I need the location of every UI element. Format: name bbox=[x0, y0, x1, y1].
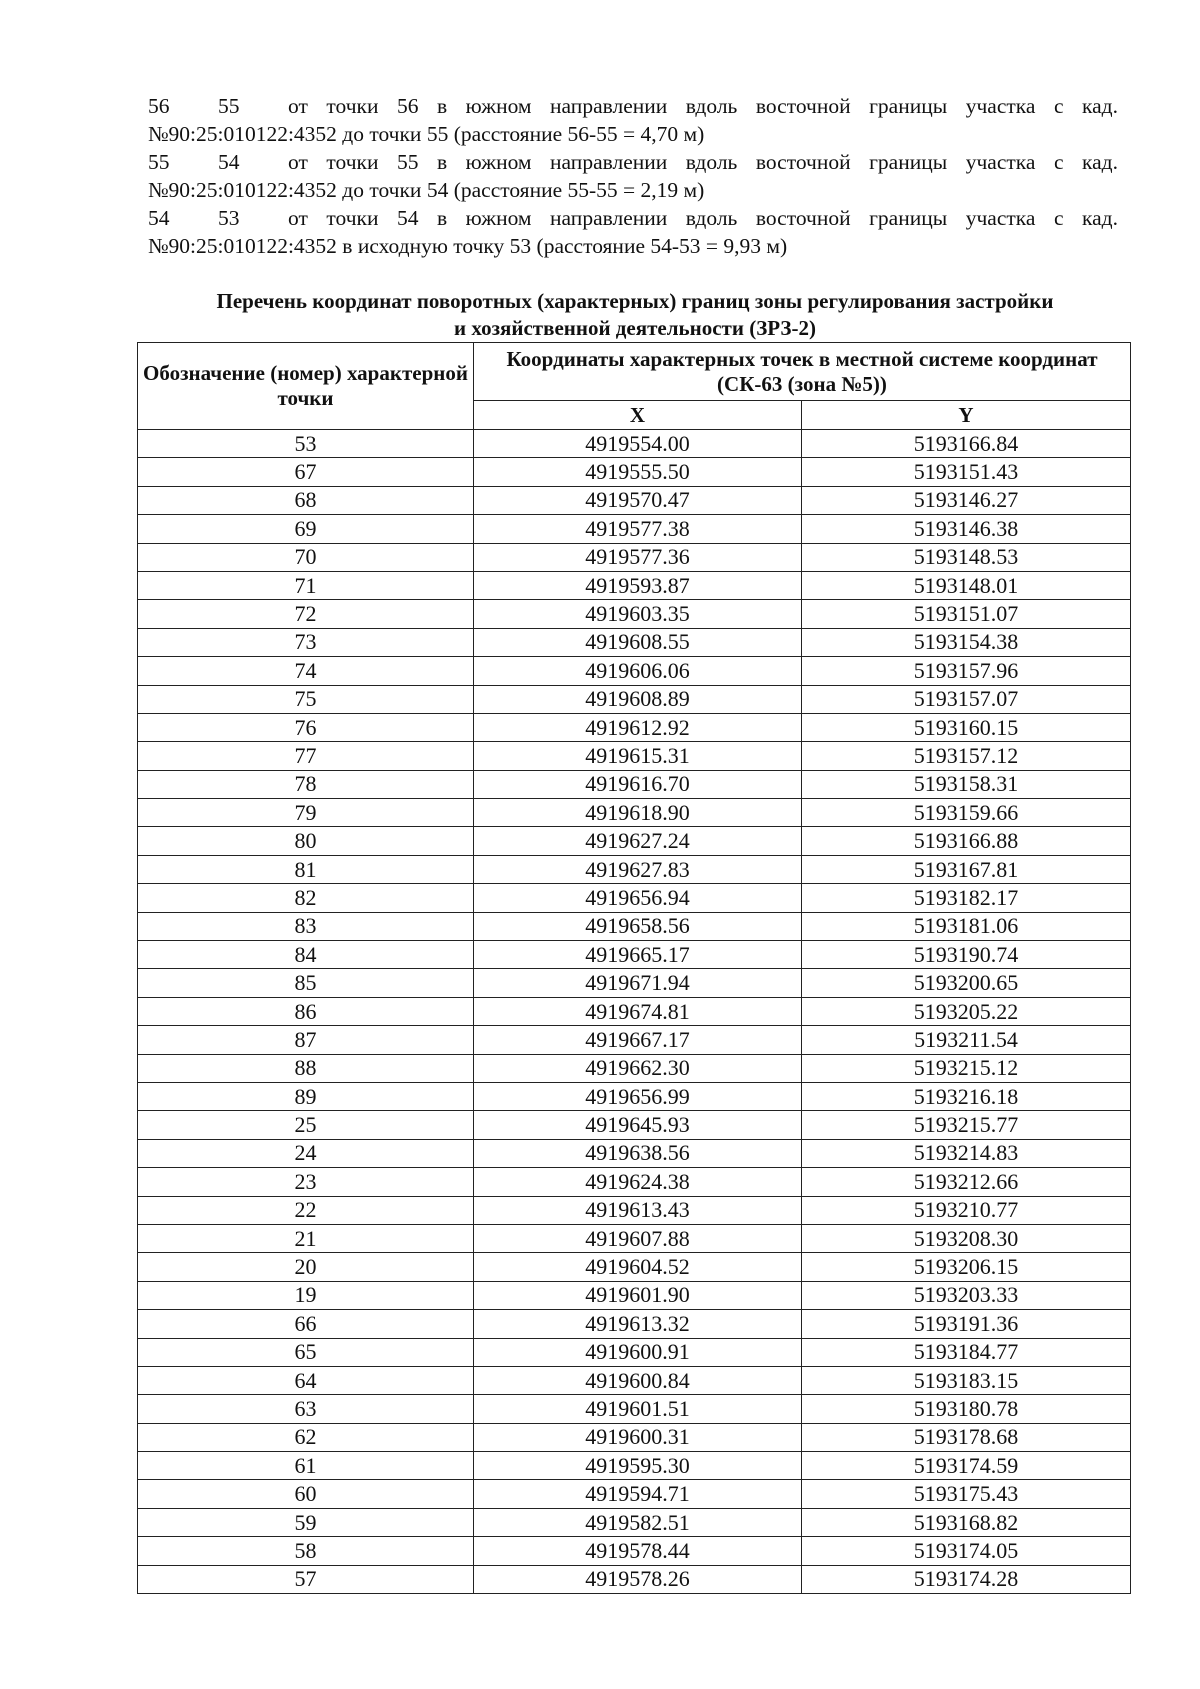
point-number-cell: 86 bbox=[138, 997, 474, 1025]
x-coordinate-cell: 4919554.00 bbox=[474, 430, 802, 458]
x-coordinate-cell: 4919555.50 bbox=[474, 458, 802, 486]
point-number-cell: 84 bbox=[138, 941, 474, 969]
point-number-cell: 23 bbox=[138, 1168, 474, 1196]
segment-to-point: 54 bbox=[218, 150, 240, 174]
table-row bbox=[138, 1452, 1131, 1480]
point-number-cell: 20 bbox=[138, 1253, 474, 1281]
table-row bbox=[138, 1338, 1131, 1366]
segment-from-point: 56 bbox=[148, 94, 170, 118]
point-number-cell: 70 bbox=[138, 543, 474, 571]
y-coordinate-cell: 5193166.84 bbox=[802, 430, 1131, 458]
point-number-cell: 61 bbox=[138, 1452, 474, 1480]
segment-description-line1: от точки 55 в южном направлении вдоль восточной границы участка с кад. bbox=[288, 150, 1118, 174]
segment-description-line1: от точки 54 в южном направлении вдоль восточной границы участка с кад. bbox=[288, 206, 1118, 230]
x-coordinate-cell: 4919595.30 bbox=[474, 1452, 802, 1480]
point-number-cell: 21 bbox=[138, 1224, 474, 1252]
point-number-cell: 89 bbox=[138, 1082, 474, 1110]
segment-description-line2: №90:25:010122:4352 до точки 55 (расстояние 56-55 = 4,70 м) bbox=[148, 122, 705, 146]
point-number-cell: 77 bbox=[138, 742, 474, 770]
table-row bbox=[138, 855, 1131, 883]
y-coordinate-cell: 5193216.18 bbox=[802, 1082, 1131, 1110]
point-number-cell: 82 bbox=[138, 884, 474, 912]
point-number-cell: 63 bbox=[138, 1395, 474, 1423]
table-row bbox=[138, 1253, 1131, 1281]
table-row bbox=[138, 1423, 1131, 1451]
y-coordinate-cell: 5193174.05 bbox=[802, 1537, 1131, 1565]
x-coordinate-cell: 4919608.89 bbox=[474, 685, 802, 713]
segment-description-line2: №90:25:010122:4352 в исходную точку 53 (расстояние 54-53 = 9,93 м) bbox=[148, 234, 788, 258]
point-number-cell: 73 bbox=[138, 628, 474, 656]
point-number-cell: 72 bbox=[138, 600, 474, 628]
x-coordinate-cell: 4919608.55 bbox=[474, 628, 802, 656]
table-row bbox=[138, 1026, 1131, 1054]
table-row bbox=[138, 1310, 1131, 1338]
point-number-cell: 66 bbox=[138, 1310, 474, 1338]
x-coordinate-cell: 4919674.81 bbox=[474, 997, 802, 1025]
x-coordinate-cell: 4919662.30 bbox=[474, 1054, 802, 1082]
y-coordinate-cell: 5193205.22 bbox=[802, 997, 1131, 1025]
table-header bbox=[138, 343, 1131, 430]
y-coordinate-cell: 5193200.65 bbox=[802, 969, 1131, 997]
table-row bbox=[138, 770, 1131, 798]
segment-description-line2: №90:25:010122:4352 до точки 54 (расстояние 55-55 = 2,19 м) bbox=[148, 178, 705, 202]
point-number-cell: 74 bbox=[138, 657, 474, 685]
y-coordinate-cell: 5193175.43 bbox=[802, 1480, 1131, 1508]
point-number-cell: 83 bbox=[138, 912, 474, 940]
table-row bbox=[138, 1224, 1131, 1252]
coordinates-table bbox=[137, 342, 1131, 1594]
y-coordinate-cell: 5193167.81 bbox=[802, 855, 1131, 883]
table-row bbox=[138, 543, 1131, 571]
y-coordinate-cell: 5193215.12 bbox=[802, 1054, 1131, 1082]
point-number-cell: 76 bbox=[138, 713, 474, 741]
point-number-cell: 81 bbox=[138, 855, 474, 883]
x-coordinate-cell: 4919607.88 bbox=[474, 1224, 802, 1252]
x-coordinate-cell: 4919624.38 bbox=[474, 1168, 802, 1196]
table-row bbox=[138, 1281, 1131, 1309]
x-coordinate-cell: 4919601.90 bbox=[474, 1281, 802, 1309]
point-number-cell: 62 bbox=[138, 1423, 474, 1451]
boundary-segment bbox=[148, 204, 1118, 260]
x-coordinate-cell: 4919645.93 bbox=[474, 1111, 802, 1139]
x-coordinate-cell: 4919616.70 bbox=[474, 770, 802, 798]
y-coordinate-cell: 5193181.06 bbox=[802, 912, 1131, 940]
table-row bbox=[138, 912, 1131, 940]
x-coordinate-cell: 4919582.51 bbox=[474, 1508, 802, 1536]
y-coordinate-cell: 5193159.66 bbox=[802, 799, 1131, 827]
table-title-line2: и хозяйственной деятельности (ЗРЗ-2) bbox=[454, 316, 816, 340]
y-coordinate-cell: 5193215.77 bbox=[802, 1111, 1131, 1139]
segment-from-point: 54 bbox=[148, 206, 170, 230]
point-number-cell: 25 bbox=[138, 1111, 474, 1139]
table-row bbox=[138, 969, 1131, 997]
x-coordinate-cell: 4919578.26 bbox=[474, 1565, 802, 1593]
y-coordinate-cell: 5193210.77 bbox=[802, 1196, 1131, 1224]
x-coordinate-cell: 4919665.17 bbox=[474, 941, 802, 969]
x-coordinate-cell: 4919656.94 bbox=[474, 884, 802, 912]
x-coordinate-cell: 4919627.24 bbox=[474, 827, 802, 855]
point-number-cell: 68 bbox=[138, 486, 474, 514]
table-body bbox=[138, 430, 1131, 1594]
y-coordinate-cell: 5193183.15 bbox=[802, 1366, 1131, 1394]
point-number-cell: 67 bbox=[138, 458, 474, 486]
table-row bbox=[138, 430, 1131, 458]
point-number-cell: 24 bbox=[138, 1139, 474, 1167]
y-coordinate-cell: 5193151.07 bbox=[802, 600, 1131, 628]
x-coordinate-cell: 4919656.99 bbox=[474, 1082, 802, 1110]
point-number-cell: 60 bbox=[138, 1480, 474, 1508]
segment-description-line1: от точки 56 в южном направлении вдоль восточной границы участка с кад. bbox=[288, 94, 1118, 118]
point-number-cell: 64 bbox=[138, 1366, 474, 1394]
y-coordinate-cell: 5193214.83 bbox=[802, 1139, 1131, 1167]
point-number-cell: 71 bbox=[138, 571, 474, 599]
point-number-cell: 19 bbox=[138, 1281, 474, 1309]
x-coordinate-cell: 4919658.56 bbox=[474, 912, 802, 940]
x-coordinate-cell: 4919627.83 bbox=[474, 855, 802, 883]
y-coordinate-cell: 5193211.54 bbox=[802, 1026, 1131, 1054]
point-number-cell: 78 bbox=[138, 770, 474, 798]
point-number-cell: 80 bbox=[138, 827, 474, 855]
y-coordinate-cell: 5193180.78 bbox=[802, 1395, 1131, 1423]
table-row bbox=[138, 515, 1131, 543]
y-coordinate-cell: 5193157.96 bbox=[802, 657, 1131, 685]
x-coordinate-cell: 4919606.06 bbox=[474, 657, 802, 685]
x-coordinate-cell: 4919638.56 bbox=[474, 1139, 802, 1167]
table-row bbox=[138, 458, 1131, 486]
x-coordinate-cell: 4919615.31 bbox=[474, 742, 802, 770]
x-coordinate-cell: 4919600.31 bbox=[474, 1423, 802, 1451]
point-number-cell: 59 bbox=[138, 1508, 474, 1536]
y-coordinate-cell: 5193174.59 bbox=[802, 1452, 1131, 1480]
y-coordinate-cell: 5193168.82 bbox=[802, 1508, 1131, 1536]
table-row bbox=[138, 1082, 1131, 1110]
header-coordinates: Координаты характерных точек в местной системе координат (СК-63 (зона №5)) bbox=[474, 343, 1131, 401]
x-coordinate-cell: 4919570.47 bbox=[474, 486, 802, 514]
table-row bbox=[138, 941, 1131, 969]
point-number-cell: 79 bbox=[138, 799, 474, 827]
x-coordinate-cell: 4919667.17 bbox=[474, 1026, 802, 1054]
table-row bbox=[138, 1139, 1131, 1167]
x-coordinate-cell: 4919577.36 bbox=[474, 543, 802, 571]
point-number-cell: 88 bbox=[138, 1054, 474, 1082]
table-row bbox=[138, 742, 1131, 770]
table-row bbox=[138, 1054, 1131, 1082]
table-row bbox=[138, 1111, 1131, 1139]
y-coordinate-cell: 5193208.30 bbox=[802, 1224, 1131, 1252]
table-row bbox=[138, 571, 1131, 599]
point-number-cell: 85 bbox=[138, 969, 474, 997]
table-row bbox=[138, 997, 1131, 1025]
x-coordinate-cell: 4919594.71 bbox=[474, 1480, 802, 1508]
y-coordinate-cell: 5193151.43 bbox=[802, 458, 1131, 486]
table-row bbox=[138, 1395, 1131, 1423]
header-x: X bbox=[474, 401, 802, 430]
header-point-designation: Обозначение (номер) характерной точки bbox=[138, 343, 474, 430]
table-row bbox=[138, 600, 1131, 628]
y-coordinate-cell: 5193182.17 bbox=[802, 884, 1131, 912]
x-coordinate-cell: 4919600.84 bbox=[474, 1366, 802, 1394]
point-number-cell: 57 bbox=[138, 1565, 474, 1593]
table-row bbox=[138, 1565, 1131, 1593]
x-coordinate-cell: 4919600.91 bbox=[474, 1338, 802, 1366]
x-coordinate-cell: 4919578.44 bbox=[474, 1537, 802, 1565]
y-coordinate-cell: 5193178.68 bbox=[802, 1423, 1131, 1451]
y-coordinate-cell: 5193146.27 bbox=[802, 486, 1131, 514]
y-coordinate-cell: 5193157.12 bbox=[802, 742, 1131, 770]
header-y: Y bbox=[802, 401, 1131, 430]
x-coordinate-cell: 4919671.94 bbox=[474, 969, 802, 997]
y-coordinate-cell: 5193206.15 bbox=[802, 1253, 1131, 1281]
boundary-segment bbox=[148, 92, 1118, 148]
x-coordinate-cell: 4919613.32 bbox=[474, 1310, 802, 1338]
table-title bbox=[140, 288, 1130, 342]
table-row bbox=[138, 799, 1131, 827]
y-coordinate-cell: 5193190.74 bbox=[802, 941, 1131, 969]
segment-from-point: 55 bbox=[148, 150, 170, 174]
y-coordinate-cell: 5193212.66 bbox=[802, 1168, 1131, 1196]
y-coordinate-cell: 5193157.07 bbox=[802, 685, 1131, 713]
point-number-cell: 53 bbox=[138, 430, 474, 458]
point-number-cell: 69 bbox=[138, 515, 474, 543]
table-row bbox=[138, 827, 1131, 855]
table-row bbox=[138, 1508, 1131, 1536]
y-coordinate-cell: 5193160.15 bbox=[802, 713, 1131, 741]
boundary-segment bbox=[148, 148, 1118, 204]
y-coordinate-cell: 5193154.38 bbox=[802, 628, 1131, 656]
point-number-cell: 65 bbox=[138, 1338, 474, 1366]
x-coordinate-cell: 4919601.51 bbox=[474, 1395, 802, 1423]
y-coordinate-cell: 5193158.31 bbox=[802, 770, 1131, 798]
y-coordinate-cell: 5193146.38 bbox=[802, 515, 1131, 543]
x-coordinate-cell: 4919613.43 bbox=[474, 1196, 802, 1224]
x-coordinate-cell: 4919577.38 bbox=[474, 515, 802, 543]
x-coordinate-cell: 4919612.92 bbox=[474, 713, 802, 741]
table-row bbox=[138, 685, 1131, 713]
point-number-cell: 22 bbox=[138, 1196, 474, 1224]
segment-to-point: 53 bbox=[218, 206, 240, 230]
table-row bbox=[138, 486, 1131, 514]
table-row bbox=[138, 1537, 1131, 1565]
y-coordinate-cell: 5193166.88 bbox=[802, 827, 1131, 855]
x-coordinate-cell: 4919603.35 bbox=[474, 600, 802, 628]
table-row bbox=[138, 713, 1131, 741]
y-coordinate-cell: 5193191.36 bbox=[802, 1310, 1131, 1338]
segment-to-point: 55 bbox=[218, 94, 240, 118]
y-coordinate-cell: 5193174.28 bbox=[802, 1565, 1131, 1593]
point-number-cell: 87 bbox=[138, 1026, 474, 1054]
table-row bbox=[138, 1366, 1131, 1394]
table-row bbox=[138, 657, 1131, 685]
x-coordinate-cell: 4919604.52 bbox=[474, 1253, 802, 1281]
x-coordinate-cell: 4919618.90 bbox=[474, 799, 802, 827]
y-coordinate-cell: 5193203.33 bbox=[802, 1281, 1131, 1309]
x-coordinate-cell: 4919593.87 bbox=[474, 571, 802, 599]
table-row bbox=[138, 1480, 1131, 1508]
point-number-cell: 58 bbox=[138, 1537, 474, 1565]
y-coordinate-cell: 5193148.53 bbox=[802, 543, 1131, 571]
y-coordinate-cell: 5193184.77 bbox=[802, 1338, 1131, 1366]
table-row bbox=[138, 1196, 1131, 1224]
table-row bbox=[138, 884, 1131, 912]
table-row bbox=[138, 1168, 1131, 1196]
table-title-line1: Перечень координат поворотных (характерных) границ зоны регулирования застройки bbox=[216, 289, 1054, 313]
y-coordinate-cell: 5193148.01 bbox=[802, 571, 1131, 599]
table-row bbox=[138, 628, 1131, 656]
point-number-cell: 75 bbox=[138, 685, 474, 713]
